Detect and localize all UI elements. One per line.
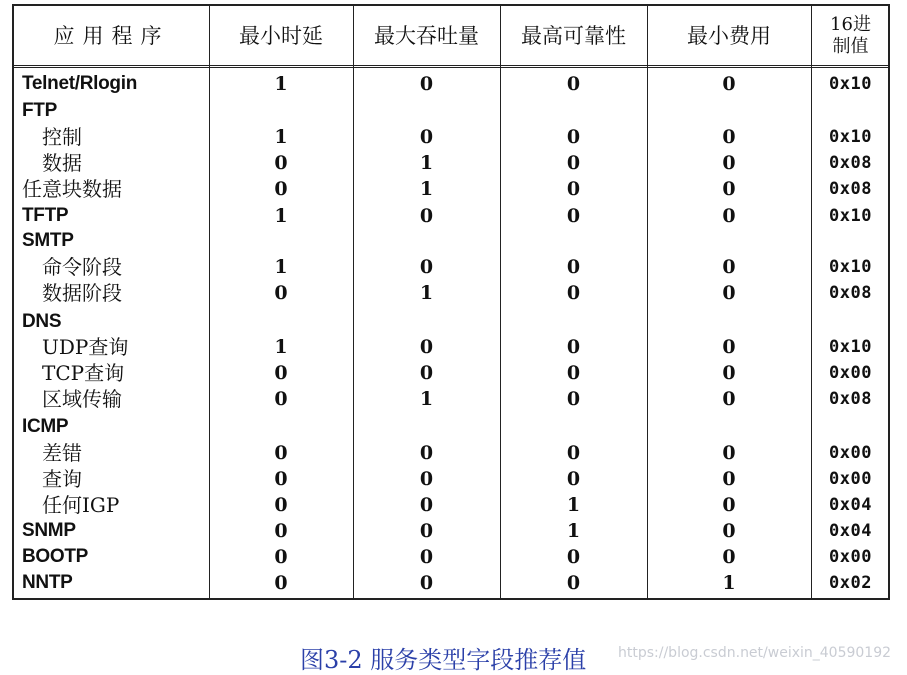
- cell-min-delay: 0: [274, 362, 288, 384]
- cell-max-reliability: 0: [566, 126, 581, 148]
- cell-max-reliability: 1: [566, 494, 581, 516]
- row-app-name: TFTP: [22, 205, 69, 226]
- row-app-name: Telnet/Rlogin: [22, 73, 138, 94]
- cell-max-throughput: 1: [419, 178, 434, 200]
- cell-min-cost: 0: [722, 546, 736, 568]
- header-max-reliability: 最高可靠性: [521, 23, 626, 48]
- cell-min-delay: [209, 309, 353, 335]
- cell-max-reliability: 0: [566, 572, 581, 594]
- table-row: [14, 544, 888, 570]
- cell-max-throughput: 0: [419, 205, 434, 227]
- cell-min-delay: 0: [274, 178, 288, 200]
- row-app-name: DNS: [22, 311, 62, 332]
- cell-min-cost: 0: [722, 442, 736, 464]
- cell-hex: [811, 414, 890, 440]
- cell-max-reliability: [500, 228, 647, 254]
- cell-hex: 0x08: [829, 179, 872, 199]
- table-row: [14, 203, 888, 229]
- table-row: [14, 254, 888, 280]
- cell-max-reliability: 0: [566, 178, 581, 200]
- cell-max-reliability: [500, 309, 647, 335]
- cell-max-throughput: 0: [419, 546, 434, 568]
- cell-max-reliability: 0: [566, 152, 581, 174]
- cell-max-throughput: 1: [419, 388, 434, 410]
- table-row: [14, 570, 888, 596]
- row-app-name: SNMP: [22, 520, 76, 541]
- cell-hex: 0x00: [829, 547, 872, 567]
- cell-min-cost: [647, 98, 811, 124]
- row-app-name: 区域传输: [42, 387, 122, 411]
- cell-hex: 0x04: [829, 495, 872, 515]
- cell-max-reliability: 0: [566, 442, 581, 464]
- cell-max-throughput: [353, 228, 500, 254]
- table-row: [14, 280, 888, 306]
- cell-hex: 0x04: [829, 521, 872, 541]
- header-min-delay: 最小时延: [239, 23, 323, 48]
- row-app-name: 查询: [42, 467, 82, 491]
- table-row: [14, 492, 888, 518]
- cell-hex: 0x00: [829, 443, 872, 463]
- cell-hex: 0x00: [829, 469, 872, 489]
- row-app-name: 任意块数据: [22, 177, 122, 201]
- cell-max-reliability: 0: [566, 205, 581, 227]
- watermark: https://blog.csdn.net/weixin_40590192: [618, 645, 892, 661]
- row-app-name: TCP查询: [42, 361, 125, 385]
- cell-max-throughput: 0: [419, 520, 434, 542]
- cell-min-delay: 0: [274, 494, 288, 516]
- cell-hex: 0x10: [829, 337, 872, 357]
- cell-min-delay: 1: [274, 73, 288, 95]
- cell-min-cost: 0: [722, 336, 736, 358]
- row-app-name: SMTP: [22, 230, 74, 251]
- cell-min-cost: 0: [722, 388, 736, 410]
- cell-max-reliability: 0: [566, 388, 581, 410]
- cell-hex: [811, 98, 890, 124]
- table-row: [14, 228, 888, 254]
- cell-min-cost: 0: [722, 468, 736, 490]
- cell-min-cost: 0: [722, 520, 736, 542]
- cell-min-cost: [647, 228, 811, 254]
- table-row: [14, 176, 888, 202]
- row-app-name: UDP查询: [42, 335, 129, 359]
- cell-min-cost: 1: [722, 572, 736, 594]
- table-row: [14, 98, 888, 124]
- cell-hex: 0x00: [829, 363, 872, 383]
- header-hex-line2: 制值: [832, 35, 869, 57]
- header-max-throughput: 最大吞吐量: [374, 23, 479, 48]
- row-app-name: 数据: [42, 151, 82, 175]
- row-app-name: NNTP: [22, 572, 73, 593]
- cell-max-throughput: 0: [419, 73, 434, 95]
- cell-min-delay: 0: [274, 546, 288, 568]
- cell-min-delay: 0: [274, 468, 288, 490]
- cell-min-cost: [647, 309, 811, 335]
- cell-hex: 0x10: [829, 206, 872, 226]
- table-row: [14, 150, 888, 176]
- table-row: [14, 124, 888, 150]
- cell-hex: 0x10: [829, 127, 872, 147]
- cell-hex: [811, 228, 890, 254]
- figure-caption: 图3-2 服务类型字段推荐值: [300, 646, 587, 674]
- cell-min-delay: 0: [274, 152, 288, 174]
- row-app-name: 控制: [42, 125, 82, 149]
- cell-min-cost: 0: [722, 362, 736, 384]
- row-app-name: FTP: [22, 100, 57, 121]
- header-hex: [811, 6, 890, 65]
- cell-max-reliability: 0: [566, 256, 581, 278]
- cell-min-delay: 1: [274, 205, 288, 227]
- cell-min-delay: [209, 98, 353, 124]
- cell-max-throughput: [353, 309, 500, 335]
- table-row: [14, 334, 888, 360]
- cell-min-cost: [647, 414, 811, 440]
- cell-min-cost: 0: [722, 178, 736, 200]
- cell-min-delay: 1: [274, 126, 288, 148]
- table-row: [14, 414, 888, 440]
- row-app-name: 差错: [42, 441, 82, 465]
- header-app: 应用程序: [53, 23, 170, 48]
- cell-max-throughput: 0: [419, 362, 434, 384]
- cell-hex: 0x08: [829, 153, 872, 173]
- cell-max-throughput: 1: [419, 282, 434, 304]
- table-row: [14, 518, 888, 544]
- table-row: [14, 440, 888, 466]
- table-row: [14, 309, 888, 335]
- row-app-name: 任何IGP: [42, 493, 120, 517]
- cell-max-throughput: 0: [419, 468, 434, 490]
- cell-max-reliability: 0: [566, 73, 581, 95]
- cell-max-reliability: 1: [566, 520, 581, 542]
- cell-hex: 0x10: [829, 74, 872, 94]
- row-app-name: BOOTP: [22, 546, 89, 567]
- cell-min-cost: 0: [722, 73, 736, 95]
- header-hex-line1: 16进: [830, 13, 871, 35]
- cell-min-cost: 0: [722, 256, 736, 278]
- table-row: [14, 466, 888, 492]
- cell-max-reliability: 0: [566, 468, 581, 490]
- cell-max-throughput: 0: [419, 126, 434, 148]
- cell-min-delay: 0: [274, 388, 288, 410]
- tos-table: [12, 4, 890, 600]
- cell-max-throughput: 0: [419, 572, 434, 594]
- cell-hex: 0x02: [829, 573, 872, 593]
- cell-max-throughput: 0: [419, 494, 434, 516]
- cell-max-reliability: 0: [566, 336, 581, 358]
- row-app-name: 数据阶段: [42, 281, 122, 305]
- cell-min-cost: 0: [722, 152, 736, 174]
- cell-max-throughput: 0: [419, 256, 434, 278]
- cell-max-reliability: [500, 98, 647, 124]
- header-min-cost: 最小费用: [687, 23, 771, 48]
- cell-min-delay: 1: [274, 256, 288, 278]
- cell-max-reliability: 0: [566, 362, 581, 384]
- table-header: [14, 6, 888, 68]
- cell-max-throughput: 0: [419, 336, 434, 358]
- cell-hex: [811, 309, 890, 335]
- cell-hex: 0x08: [829, 389, 872, 409]
- cell-max-reliability: 0: [566, 282, 581, 304]
- cell-max-throughput: 0: [419, 442, 434, 464]
- table-row: [14, 71, 888, 97]
- cell-max-throughput: 1: [419, 152, 434, 174]
- cell-min-delay: [209, 414, 353, 440]
- cell-max-reliability: 0: [566, 546, 581, 568]
- cell-hex: 0x10: [829, 257, 872, 277]
- row-app-name: ICMP: [22, 416, 69, 437]
- cell-max-reliability: [500, 414, 647, 440]
- cell-hex: 0x08: [829, 283, 872, 303]
- cell-min-delay: [209, 228, 353, 254]
- cell-min-delay: 0: [274, 282, 288, 304]
- cell-min-cost: 0: [722, 494, 736, 516]
- cell-min-cost: 0: [722, 205, 736, 227]
- cell-max-throughput: [353, 414, 500, 440]
- cell-min-delay: 0: [274, 572, 288, 594]
- table-row: [14, 360, 888, 386]
- cell-min-delay: 0: [274, 442, 288, 464]
- table-row: [14, 386, 888, 412]
- cell-max-throughput: [353, 98, 500, 124]
- cell-min-cost: 0: [722, 126, 736, 148]
- row-app-name: 命令阶段: [42, 255, 122, 279]
- cell-min-cost: 0: [722, 282, 736, 304]
- cell-min-delay: 1: [274, 336, 288, 358]
- cell-min-delay: 0: [274, 520, 288, 542]
